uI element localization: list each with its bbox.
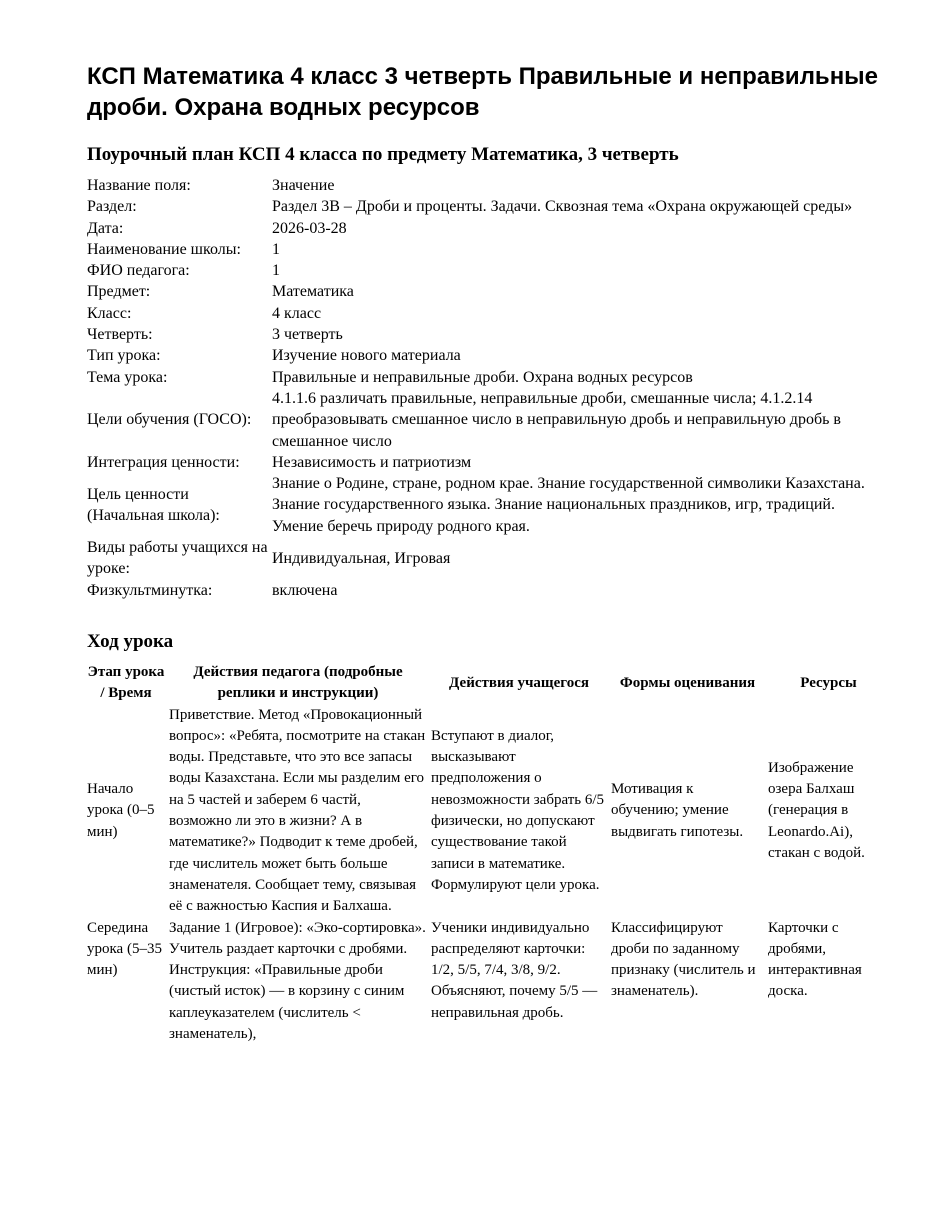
info-row [85, 303, 886, 324]
info-value: 4.1.1.6 различать правильные, неправильные дроби, смешанные числа; 4.1.2.14 преобразовывать смешанное число в неправильную дробь и неправильную дробь в смешанное число [272, 389, 841, 450]
info-key: Предмет: [87, 283, 151, 301]
lesson-table [85, 662, 891, 1045]
info-value: включена [272, 581, 338, 599]
cell-teacher: Приветствие. Метод «Провокационный вопрос»: «Ребята, посмотрите на стакан воды. Представьте, что это все запасы воды Казахстана. Если мы разделим его на 5 частей и заберем 6 частй, возможно ли это в жизни? А в математике?» Подводит к теме дробей, где числитель может быть больше знаменателя. Сообщает тему, связывая её с важностью Каспия и Балхаша. [169, 706, 426, 915]
lesson-row [85, 918, 891, 1046]
cell-teacher: Задание 1 (Игровое): «Эко-сортировка». Учитель раздает карточки с дробями. Инструкция: «Правильные дроби (чистый исток) — в корзину с синим каплеуказателем (числитель < знаменатель), [169, 919, 426, 1043]
info-key: Раздел: [87, 198, 137, 216]
info-value: 3 четверть [272, 326, 343, 344]
cell-assessment: Классифицируют дроби по заданному признаку (числитель и знаменатель). [611, 919, 756, 1000]
info-key: Тема урока: [87, 368, 168, 386]
info-key: Класс: [87, 304, 132, 322]
info-key: Тип урока: [87, 347, 161, 365]
column-header-assessment: Формы оценивания [619, 674, 756, 691]
column-header-student: Действия учащегося [449, 674, 589, 691]
lesson-heading: Ход урока [87, 631, 174, 652]
cell-student: Вступают в диалог, высказывают предположения о невозможности забрать 6/5 физически, но допускают существование такой записи в математике. Формулируют цели урока. [431, 727, 605, 893]
info-value: 1 [272, 262, 280, 280]
info-value: Независимость и патриотизм [272, 453, 472, 471]
cell-stage: Начало урока (0–5 мин) [87, 781, 155, 840]
info-row [85, 260, 886, 281]
plan-heading: Поурочный план КСП 4 класса по предмету Математика, 3 четверть [87, 144, 679, 165]
info-value: Индивидуальная, Игровая [272, 549, 451, 567]
info-value: Математика [272, 283, 354, 301]
info-row [85, 196, 886, 217]
info-row [85, 580, 886, 601]
info-value: 1 [272, 240, 280, 258]
info-key: Название поля: [87, 177, 191, 194]
cell-resources: Карточки с дробями, интерактивная доска. [768, 919, 862, 1000]
info-row [85, 345, 886, 366]
cell-resources: Изображение озера Балхаш (генерация в Leonardo.Ai), стакан с водой. [768, 759, 865, 862]
info-row [85, 367, 886, 388]
cell-assessment: Мотивация к обучению; умение выдвигать гипотезы. [611, 781, 744, 840]
info-value: Правильные и неправильные дроби. Охрана водных ресурсов [272, 368, 693, 386]
info-table [85, 175, 886, 601]
cell-stage: Середина урока (5–35 мин) [87, 919, 162, 979]
document-page [87, 0, 893, 1043]
column-header-stage: Этап урока / Время [87, 664, 165, 702]
info-row [85, 388, 886, 452]
info-key: Наименование школы: [87, 240, 241, 258]
info-row [85, 324, 886, 345]
lesson-row [85, 705, 891, 918]
info-key: Цели обучения (ГОСО): [87, 411, 252, 429]
info-key: Четверть: [87, 326, 153, 344]
document-title: КСП Математика 4 класс 3 четверть Правильные и неправильные дроби. Охрана водных ресурсов [87, 63, 879, 121]
info-key: Физкультминутка: [87, 581, 213, 599]
info-key: Цель ценности (Начальная школа): [87, 485, 220, 525]
info-key: Дата: [87, 219, 124, 237]
info-row [85, 239, 886, 260]
info-row [85, 281, 886, 302]
info-value: Знание о Родине, стране, родном крае. Знание государственной символики Казахстана. Знание государственного языка. Знание национальных праздников, игр, традиций. Умение беречь природу родного края. [272, 475, 865, 535]
info-row [85, 218, 886, 239]
column-header-teacher: Действия педагога (подробные реплики и инструкции) [193, 664, 403, 702]
info-key: ФИО педагога: [87, 262, 190, 280]
column-header-resources: Ресурсы [800, 674, 857, 691]
info-key: Интеграция ценности: [87, 453, 240, 471]
info-row [85, 537, 886, 580]
info-row-header [85, 175, 886, 196]
lesson-header-row [85, 662, 891, 705]
cell-student: Ученики индивидуально распределяют карточки: 1/2, 5/5, 7/4, 3/8, 9/2. Объясняют, почему 5/5 — неправильная дробь. [431, 919, 598, 1021]
info-row [85, 452, 886, 473]
info-row [85, 473, 886, 537]
info-value: 4 класс [272, 304, 322, 322]
info-value: Изучение нового материала [272, 347, 461, 365]
info-value: Раздел 3В – Дроби и проценты. Задачи. Сквозная тема «Охрана окружающей среды» [272, 198, 853, 216]
info-value: 2026-03-28 [272, 219, 347, 237]
info-key: Виды работы учащихся на уроке: [87, 539, 268, 578]
info-value: Значение [272, 177, 335, 194]
